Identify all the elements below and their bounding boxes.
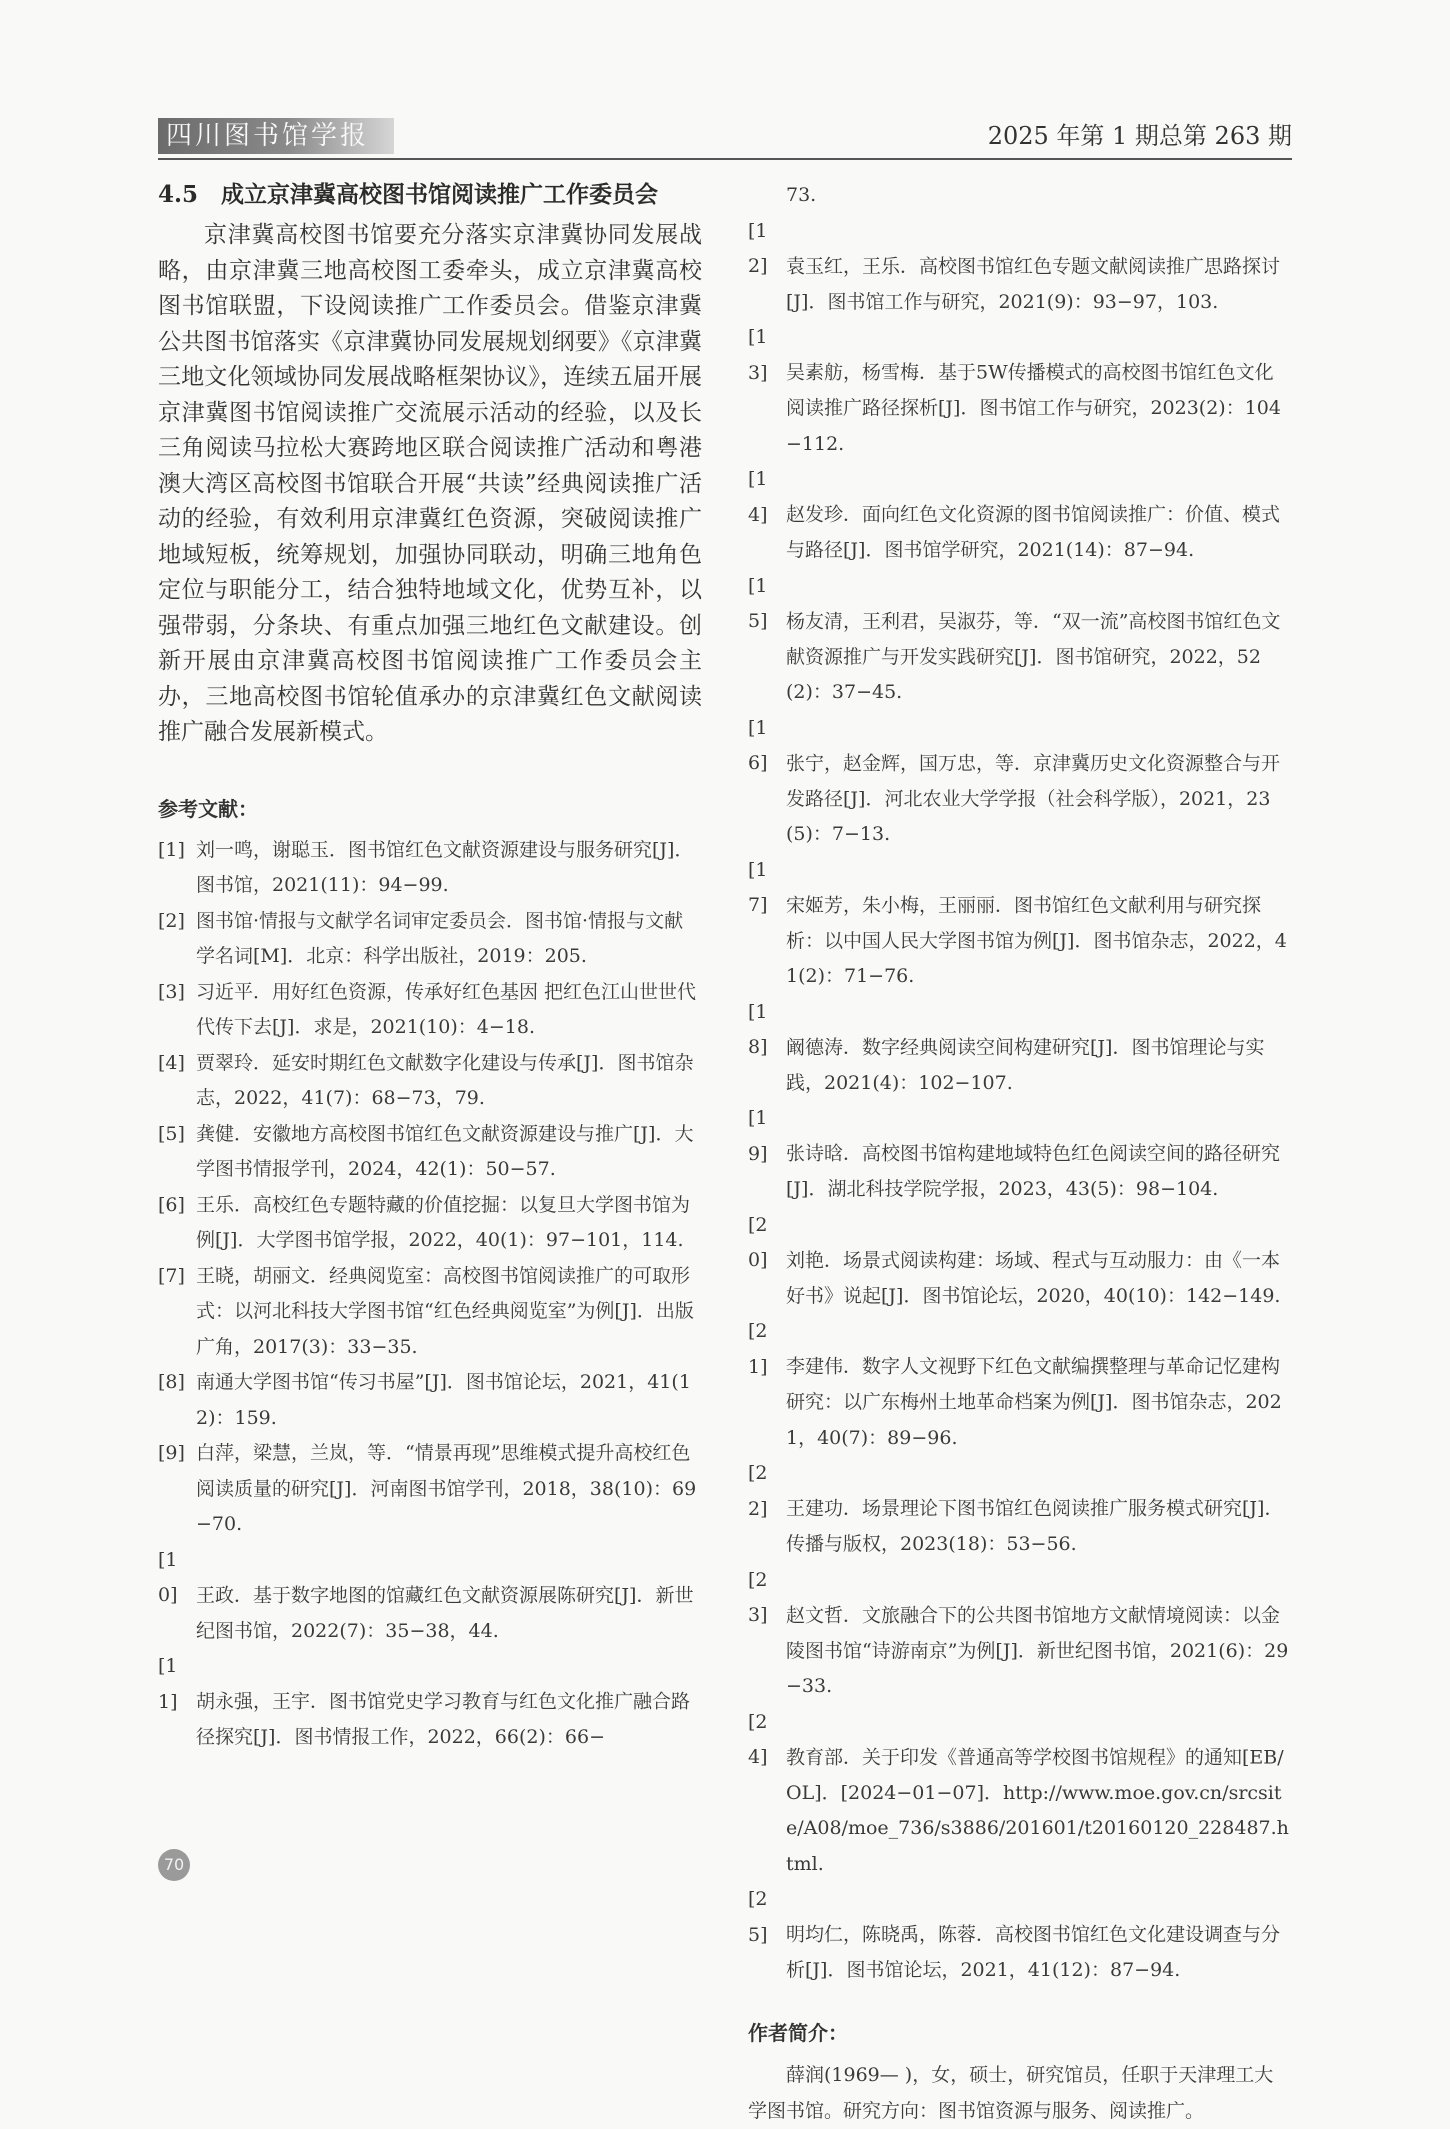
reference-number: [1] <box>158 838 185 861</box>
references-left-list <box>158 833 702 1756</box>
reference-number: [16] <box>748 716 768 774</box>
reference-number: [21] <box>748 1320 768 1378</box>
reference-number: [7] <box>158 1264 185 1287</box>
reference-text: 胡永强，王宇．图书馆党史学习教育与红色文化推广融合路径探究[J]．图书情报工作，2022，66(2)：66− <box>196 1690 691 1748</box>
author-title: 作者简介： <box>748 2020 848 2045</box>
reference-number: [17] <box>748 858 768 916</box>
reference-text: 李建伟．数字人文视野下红色文献编撰整理与革命记忆建构研究：以广东梅州土地革命档案为例[J]．图书馆杂志，2021，40(7)：89−96. <box>786 1355 1282 1449</box>
reference-number: [12] <box>748 219 768 277</box>
reference-text: 图书馆·情报与文献学名词审定委员会．图书馆·情报与文献学名词[M]．北京：科学出版社，2019：205. <box>196 909 684 967</box>
reference-item <box>748 1101 1292 1208</box>
page-header <box>158 114 1292 160</box>
reference-text: 白萍，梁慧，兰岚，等．“情景再现”思维模式提升高校红色阅读质量的研究[J]．河南图书馆学刊，2018，38(10)：69−70. <box>196 1442 697 1535</box>
reference-item <box>158 1543 702 1650</box>
reference-text: 赵文哲．文旅融合下的公共图书馆地方文献情境阅读：以金陵图书馆“诗游南京”为例[J]．新世纪图书馆，2021(6)：29−33. <box>786 1604 1289 1697</box>
reference-text: 明均仁，陈晓禹，陈蓉．高校图书馆红色文化建设调查与分析[J]．图书馆论坛，2021，41(12)：87−94. <box>786 1923 1281 1981</box>
reference-item <box>748 214 1292 321</box>
reference-item <box>748 1882 1292 1989</box>
references-title: 参考文献： <box>158 796 258 821</box>
reference-item <box>748 1314 1292 1456</box>
section-heading: 4.5 成立京津冀高校图书馆阅读推广工作委员会 <box>158 181 659 208</box>
reference-text: 王政．基于数字地图的馆藏红色文献资源展陈研究[J]．新世纪图书馆，2022(7)：35−38，44. <box>196 1584 694 1642</box>
reference-item <box>748 853 1292 995</box>
journal-name: 四川图书馆学报 <box>158 118 394 154</box>
reference-number: [13] <box>748 326 768 384</box>
reference-item <box>748 1705 1292 1883</box>
reference-continuation: 73. <box>786 184 817 206</box>
reference-number: [2] <box>158 909 185 932</box>
reference-text: 杨友清，王利君，吴淑芬，等．“双一流”高校图书馆红色文献资源推广与开发实践研究[J]．图书馆研究，2022，52(2)：37−45. <box>786 610 1281 703</box>
reference-item <box>158 904 702 975</box>
reference-number: [15] <box>748 574 768 632</box>
author-bio: 薛润(1969— )，女，硕士，研究馆员，任职于天津理工大学图书馆。研究方向：图书馆资源与服务、阅读推广。 <box>748 2063 1274 2122</box>
reference-text: 刘艳．场景式阅读构建：场域、程式与互动服力：由《一本好书》说起[J]．图书馆论坛，2020，40(10)：142−149. <box>786 1249 1281 1307</box>
reference-number: [23] <box>748 1568 768 1626</box>
reference-item <box>748 711 1292 853</box>
reference-number: [5] <box>158 1122 185 1145</box>
reference-text: 教育部．关于印发《普通高等学校图书馆规程》的通知[EB/OL]．[2024−01−07]．http://www.moe.gov.cn/srcsite/A08/moe_736/s3886/201601/t20160120_228487.html. <box>786 1746 1289 1875</box>
reference-item <box>748 1456 1292 1563</box>
reference-number: [4] <box>158 1051 185 1074</box>
reference-item <box>158 1117 702 1188</box>
reference-number: [10] <box>158 1548 178 1606</box>
right-column <box>748 178 1292 2129</box>
reference-text: 王晓，胡丽文．经典阅览室：高校图书馆阅读推广的可取形式：以河北科技大学图书馆“红色经典阅览室”为例[J]．出版广角，2017(3)：33−35. <box>196 1264 694 1358</box>
left-column <box>158 176 702 1756</box>
reference-item <box>748 569 1292 711</box>
reference-number: [6] <box>158 1193 185 1216</box>
reference-text: 吴素舫，杨雪梅．基于5W传播模式的高校图书馆红色文化阅读推广路径探析[J]．图书馆工作与研究，2023(2)：104−112. <box>786 361 1281 455</box>
references-right-list <box>748 214 1292 1989</box>
reference-number: [19] <box>748 1107 768 1165</box>
reference-item <box>748 320 1292 462</box>
reference-item <box>158 1188 702 1259</box>
reference-number: [14] <box>748 468 768 526</box>
reference-item <box>158 1649 702 1756</box>
reference-item <box>158 1436 702 1543</box>
reference-item <box>158 1365 702 1436</box>
reference-item <box>748 1563 1292 1705</box>
reference-text: 袁玉红，王乐．高校图书馆红色专题文献阅读推广思路探讨[J]．图书馆工作与研究，2021(9)：93−97，103. <box>786 255 1281 313</box>
reference-text: 张诗晗．高校图书馆构建地域特色红色阅读空间的路径研究[J]．湖北科技学院学报，2023，43(5)：98−104. <box>786 1142 1281 1200</box>
reference-number: [3] <box>158 980 185 1003</box>
reference-item <box>158 975 702 1046</box>
reference-text: 阚德涛．数字经典阅读空间构建研究[J]．图书馆理论与实践，2021(4)：102−107. <box>786 1036 1265 1094</box>
reference-text: 王乐．高校红色专题特藏的价值挖掘：以复旦大学图书馆为例[J]．大学图书馆学报，2022，40(1)：97−101，114. <box>196 1193 691 1251</box>
reference-number: [22] <box>748 1462 768 1520</box>
reference-number: [8] <box>158 1371 185 1393</box>
body-paragraph: 京津冀高校图书馆要充分落实京津冀协同发展战略，由京津冀三地高校图工委牵头，成立京津冀高校图书馆联盟，下设阅读推广工作委员会。借鉴京津冀公共图书馆落实《京津冀协同发展规划纲要》《京津冀三地文化领域协同发展战略框架协议》，连续五届开展京津冀图书馆阅读推广交流展示活动的经验，以及长三角阅读马拉松大赛跨地区联合阅读推广活动和粤港澳大湾区高校图书馆联合开展“共读”经典阅读推广活动的经验，有效利用京津冀红色资源，突破阅读推广地域短板，统筹规划，加强协同联动，明确三地角色定位与职能分工，结合独特地域文化，优势互补，以强带弱，分条块、有重点加强三地红色文献建设。创新开展由京津冀高校图书馆阅读推广工作委员会主办，三地高校图书馆轮值承办的京津冀红色文献阅读推广融合发展新模式。 <box>158 222 702 745</box>
reference-item <box>748 1208 1292 1315</box>
reference-text: 南通大学图书馆“传习书屋”[J]．图书馆论坛，2021，41(12)：159. <box>196 1371 691 1429</box>
reference-number: [9] <box>158 1442 185 1464</box>
page-number: 70 <box>158 1849 190 1881</box>
reference-number: [25] <box>748 1888 768 1946</box>
reference-item <box>158 1046 702 1117</box>
reference-number: [11] <box>158 1655 178 1713</box>
reference-text: 习近平．用好红色资源，传承好红色基因 把红色江山世世代代传下去[J]．求是，2021(10)：4−18. <box>196 980 697 1038</box>
reference-number: [20] <box>748 1213 768 1271</box>
reference-text: 龚健．安徽地方高校图书馆红色文献资源建设与推广[J]．大学图书情报学刊，2024，42(1)：50−57. <box>196 1122 694 1180</box>
reference-text: 赵发珍．面向红色文化资源的图书馆阅读推广：价值、模式与路径[J]．图书馆学研究，2021(14)：87−94. <box>786 503 1281 561</box>
reference-item <box>748 462 1292 569</box>
reference-text: 贾翠玲．延安时期红色文献数字化建设与传承[J]．图书馆杂志，2022，41(7)：68−73，79. <box>196 1051 694 1109</box>
reference-item <box>158 833 702 904</box>
reference-text: 宋姬芳，朱小梅，王丽丽．图书馆红色文献利用与研究探析：以中国人民大学图书馆为例[J]．图书馆杂志，2022，41(2)：71−76. <box>786 894 1287 987</box>
reference-number: [18] <box>748 1000 768 1058</box>
reference-text: 王建功．场景理论下图书馆红色阅读推广服务模式研究[J]．传播与版权，2023(18)：53−56. <box>786 1497 1284 1555</box>
reference-text: 张宁，赵金辉，国万忠，等．京津冀历史文化资源整合与开发路径[J]．河北农业大学学报（社会科学版），2021，23(5)：7−13. <box>786 752 1281 845</box>
reference-number: [24] <box>748 1710 768 1768</box>
issue-info: 2025 年第 1 期总第 263 期 <box>987 122 1292 150</box>
reference-text: 刘一鸣，谢聪玉．图书馆红色文献资源建设与服务研究[J]．图书馆，2021(11)：94−99. <box>196 838 694 896</box>
reference-item <box>158 1259 702 1366</box>
reference-item <box>748 995 1292 1102</box>
